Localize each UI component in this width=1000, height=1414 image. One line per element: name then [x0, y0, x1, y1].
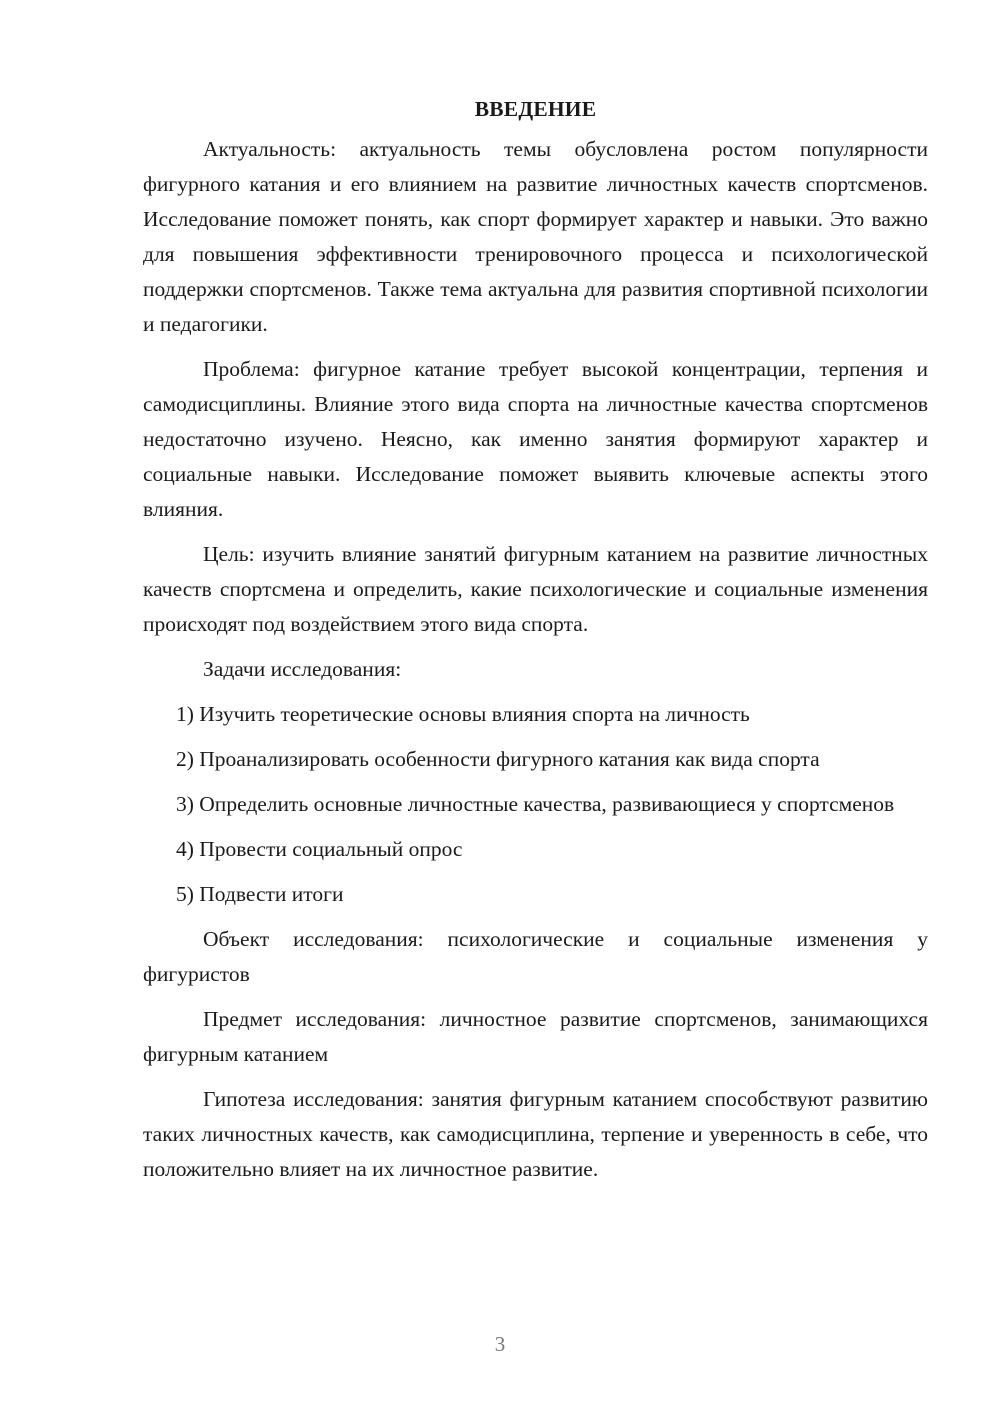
paragraph-problem: Проблема: фигурное катание требует высокой концентрации, терпения и самодисциплины. Влияние этого вида спорта на личностные качества спортсменов недостаточно изучено. Неясно, как именно занятия формируют характер и социальные навыки. Исследование поможет выявить ключевые аспекты этого влияния.: [143, 357, 928, 521]
document-page: [143, 92, 928, 1197]
tasks-heading: Задачи исследования:: [203, 657, 402, 681]
paragraph-goal: Цель: изучить влияние занятий фигурным катанием на развитие личностных качеств спортсмена и определить, какие психологические и социальные изменения происходят под воздействием этого вида спорта.: [143, 542, 928, 636]
task-item-4: 4) Провести социальный опрос: [176, 837, 463, 861]
task-item-1: 1) Изучить теоретические основы влияния спорта на личность: [176, 702, 750, 726]
task-item-2: 2) Проанализировать особенности фигурного катания как вида спорта: [176, 747, 820, 771]
paragraph-hypothesis: Гипотеза исследования: занятия фигурным катанием способствуют развитию таких личностных качеств, как самодисциплина, терпение и уверенность в себе, что положительно влияет на их личностное развитие.: [143, 1087, 928, 1181]
task-item-5: 5) Подвести итоги: [176, 882, 344, 906]
paragraph-object: Объект исследования: психологические и социальные изменения у фигуристов: [143, 927, 928, 986]
task-item-3: 3) Определить основные личностные качества, развивающиеся у спортсменов: [176, 792, 895, 816]
paragraph-subject: Предмет исследования: личностное развитие спортсменов, занимающихся фигурным катанием: [143, 1007, 928, 1066]
paragraph-relevance: Актуальность: актуальность темы обусловлена ростом популярности фигурного катания и его влиянием на развитие личностных качеств спортсменов. Исследование поможет понять, как спорт формирует характер и навыки. Это важно для повышения эффективности тренировочного процесса и психологической поддержки спортсменов. Также тема актуальна для развития спортивной психологии и педагогики.: [143, 137, 928, 336]
tasks-list: [143, 697, 928, 912]
page-title: ВВЕДЕНИЕ: [474, 97, 597, 121]
page-number: 3: [494, 1332, 506, 1356]
